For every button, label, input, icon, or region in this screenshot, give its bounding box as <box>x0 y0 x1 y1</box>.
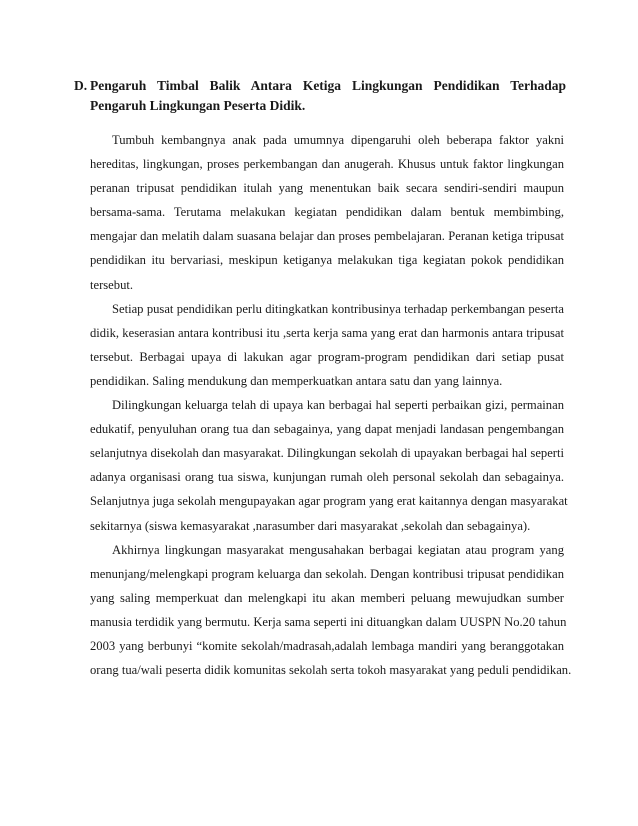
paragraph-line: pendidikan. Saling mendukung dan memperkuatkan antara satu dan yang lainnya. <box>90 373 503 388</box>
paragraph-line: hereditas, lingkungan, proses perkembangan dan anugerah. Khusus untuk faktor lingkungan <box>90 157 564 172</box>
paragraph-line: Setiap pusat pendidikan perlu ditingkatkan kontribusinya terhadap perkembangan peserta <box>112 301 564 316</box>
paragraph-line: Akhirnya lingkungan masyarakat mengusahakan berbagai kegiatan atau program yang <box>112 542 564 557</box>
paragraph-line: edukatif, penyuluhan orang tua dan sebagainya, yang dapat menjadi landasan pengembangan <box>90 422 564 437</box>
paragraph <box>90 393 568 538</box>
paragraph <box>90 538 572 683</box>
paragraph-line: yang saling memperkuat dan melengkapi itu akan memberi peluang mewujudkan sumber <box>90 590 564 605</box>
paragraph-line: manusia terdidik yang bermutu. Kerja sama seperti ini dituangkan dalam UUSPN No.20 tahun <box>90 614 567 629</box>
paragraph <box>90 297 564 393</box>
paragraph-line: bersama-sama. Terutama melakukan kegiatan pendidikan dalam bentuk membimbing, <box>90 205 564 220</box>
paragraph-line: tersebut. <box>90 277 134 292</box>
paragraph-line: menunjang/melengkapi program keluarga dan sekolah. Dengan kontribusi tripusat pendidikan <box>90 566 564 581</box>
paragraph-line: peranan tripusat pendidikan itulah yang menentukan baik secara sendiri-sendiri maupun <box>90 181 564 196</box>
paragraph <box>90 128 564 297</box>
paragraph-line: Dilingkungan keluarga telah di upaya kan berbagai hal seperti perbaikan gizi, permainan <box>112 398 564 413</box>
section-title: Pengaruh Timbal Balik Antara Ketiga Lingkungan Pendidikan Terhadap Pengaruh Lingkungan Peserta Didik. <box>90 78 566 113</box>
paragraph-line: selanjutnya disekolah dan masyarakat. Dilingkungan sekolah di upayakan berbagai hal seperti <box>90 446 564 461</box>
paragraph-line: 2003 yang berbunyi “komite sekolah/madrasah,adalah lembaga mandiri yang beranggotakan <box>90 638 564 653</box>
paragraph-line: adanya organisasi orang tua siswa, kunjungan rumah oleh personal sekolah dan sebagainya. <box>90 470 564 485</box>
paragraph-line: mengajar dan melatih dalam suasana belajar dan proses pembelajaran. Peranan ketiga tripusat <box>90 229 564 244</box>
paragraph-line: didik, keserasian antara kontribusi itu ,serta kerja sama yang erat dan harmonis antara tripusat <box>90 325 564 340</box>
paragraph-line: sekitarnya (siswa kemasyarakat ,narasumber dari masyarakat ,sekolah dan sebagainya). <box>90 518 531 533</box>
paragraph-line: tersebut. Berbagai upaya di lakukan agar program-program pendidikan dari setiap pusat <box>90 349 564 364</box>
paragraph-line: orang tua/wali peserta didik komunitas sekolah serta tokoh masyarakat yang peduli pendidikan. <box>90 663 572 678</box>
section-number: D. <box>74 78 88 93</box>
section-body <box>90 128 572 682</box>
paragraph-line: Selanjutnya juga sekolah mengupayakan agar program yang erat kaitannya dengan masyarakat <box>90 494 568 509</box>
paragraph-line: pendidikan itu bervariasi, meskipun ketiganya melakukan tiga kegiatan pokok pendidikan <box>90 253 564 268</box>
paragraph-line: Tumbuh kembangnya anak pada umumnya dipengaruhi oleh beberapa faktor yakni <box>112 133 564 147</box>
section-heading <box>74 76 566 116</box>
